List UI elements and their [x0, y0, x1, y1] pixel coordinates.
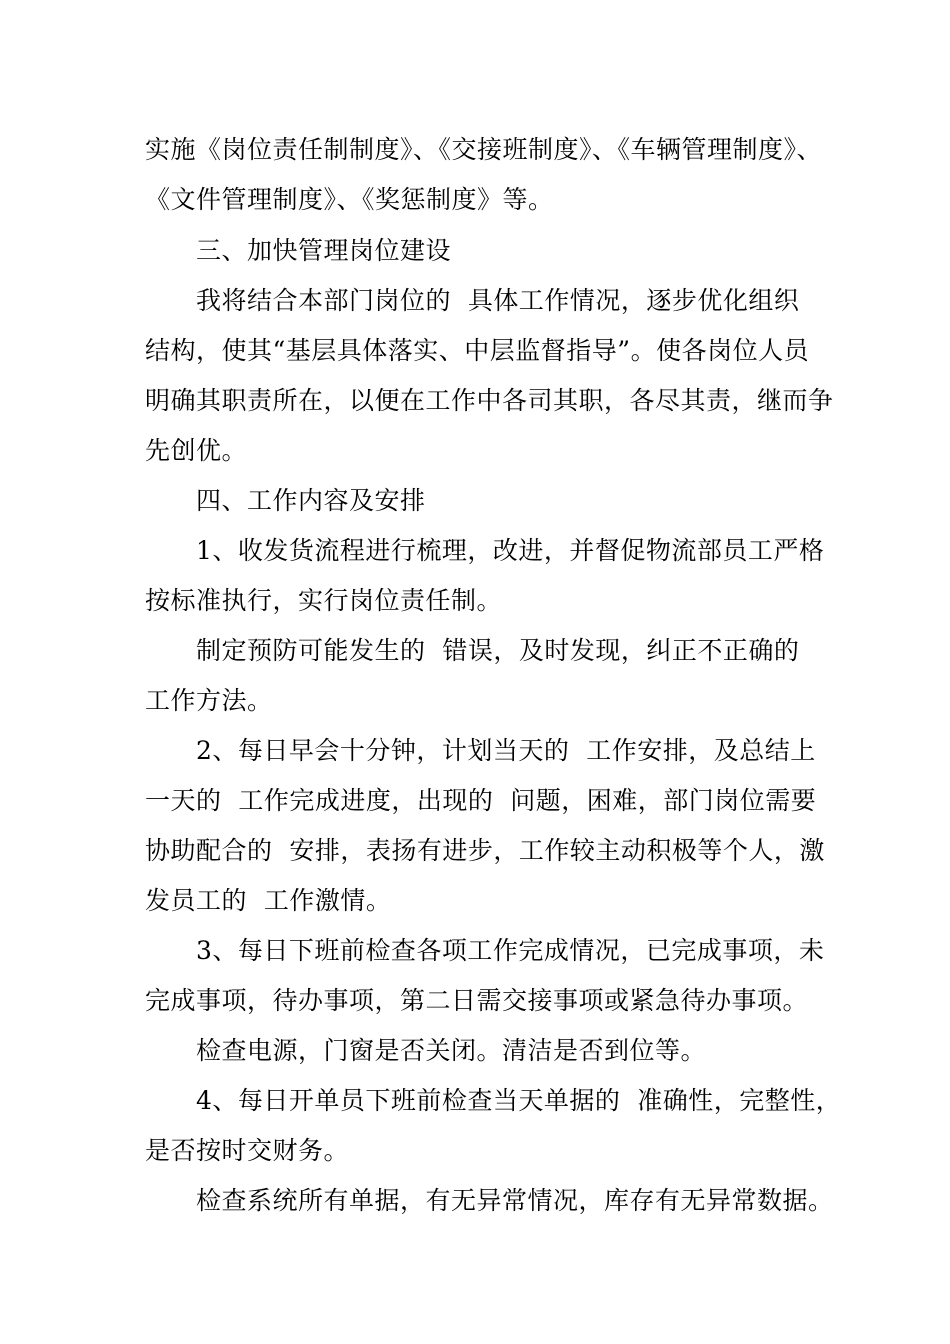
text-line: 1、收发货流程进行梳理，改进，并督促物流部员工严格	[196, 536, 825, 565]
text-line: 工作方法。	[145, 686, 273, 715]
text-line: 结构，使其“基层具体落实、中层监督指导”。使各岗位人员	[145, 336, 810, 365]
text-line: 3、每日下班前检查各项工作完成情况，已完成事项，未	[196, 936, 825, 965]
text-line: 是否按时交财务。	[145, 1136, 350, 1165]
text-line: 协助配合的 安排，表扬有进步，工作较主动积极等个人，激	[145, 836, 825, 865]
section-heading: 四、工作内容及安排	[196, 486, 426, 515]
text-line: 2、每日早会十分钟，计划当天的 工作安排，及总结上	[196, 736, 816, 765]
text-line: 制定预防可能发生的 错误，及时发现，纠正不正确的	[196, 636, 800, 665]
text-line: 发员工的 工作激情。	[145, 886, 392, 915]
text-line: 检查电源，门窗是否关闭。清洁是否到位等。	[196, 1036, 707, 1065]
text-line: 完成事项，待办事项，第二日需交接事项或紧急待办事项。	[145, 986, 809, 1015]
text-line: 我将结合本部门岗位的 具体工作情况，逐步优化组织	[196, 286, 800, 315]
text-line: 按标准执行，实行岗位责任制。	[145, 586, 503, 615]
text-line: 实施《岗位责任制制度》、《交接班制度》、《车辆管理制度》、	[145, 135, 823, 164]
text-line: 《文件管理制度》、《奖惩制度》等。	[145, 185, 554, 214]
text-line: 4、每日开单员下班前检查当天单据的 准确性，完整性，	[196, 1086, 842, 1115]
section-heading: 三、加快管理岗位建设	[196, 236, 452, 265]
text-line: 一天的 工作完成进度，出现的 问题，困难，部门岗位需要	[145, 786, 817, 815]
text-line: 明确其职责所在，以便在工作中各司其职，各尽其责，继而争	[145, 386, 834, 415]
text-line: 先创优。	[145, 436, 248, 465]
text-line: 检查系统所有单据，有无异常情况，库存有无异常数据。	[196, 1186, 834, 1215]
